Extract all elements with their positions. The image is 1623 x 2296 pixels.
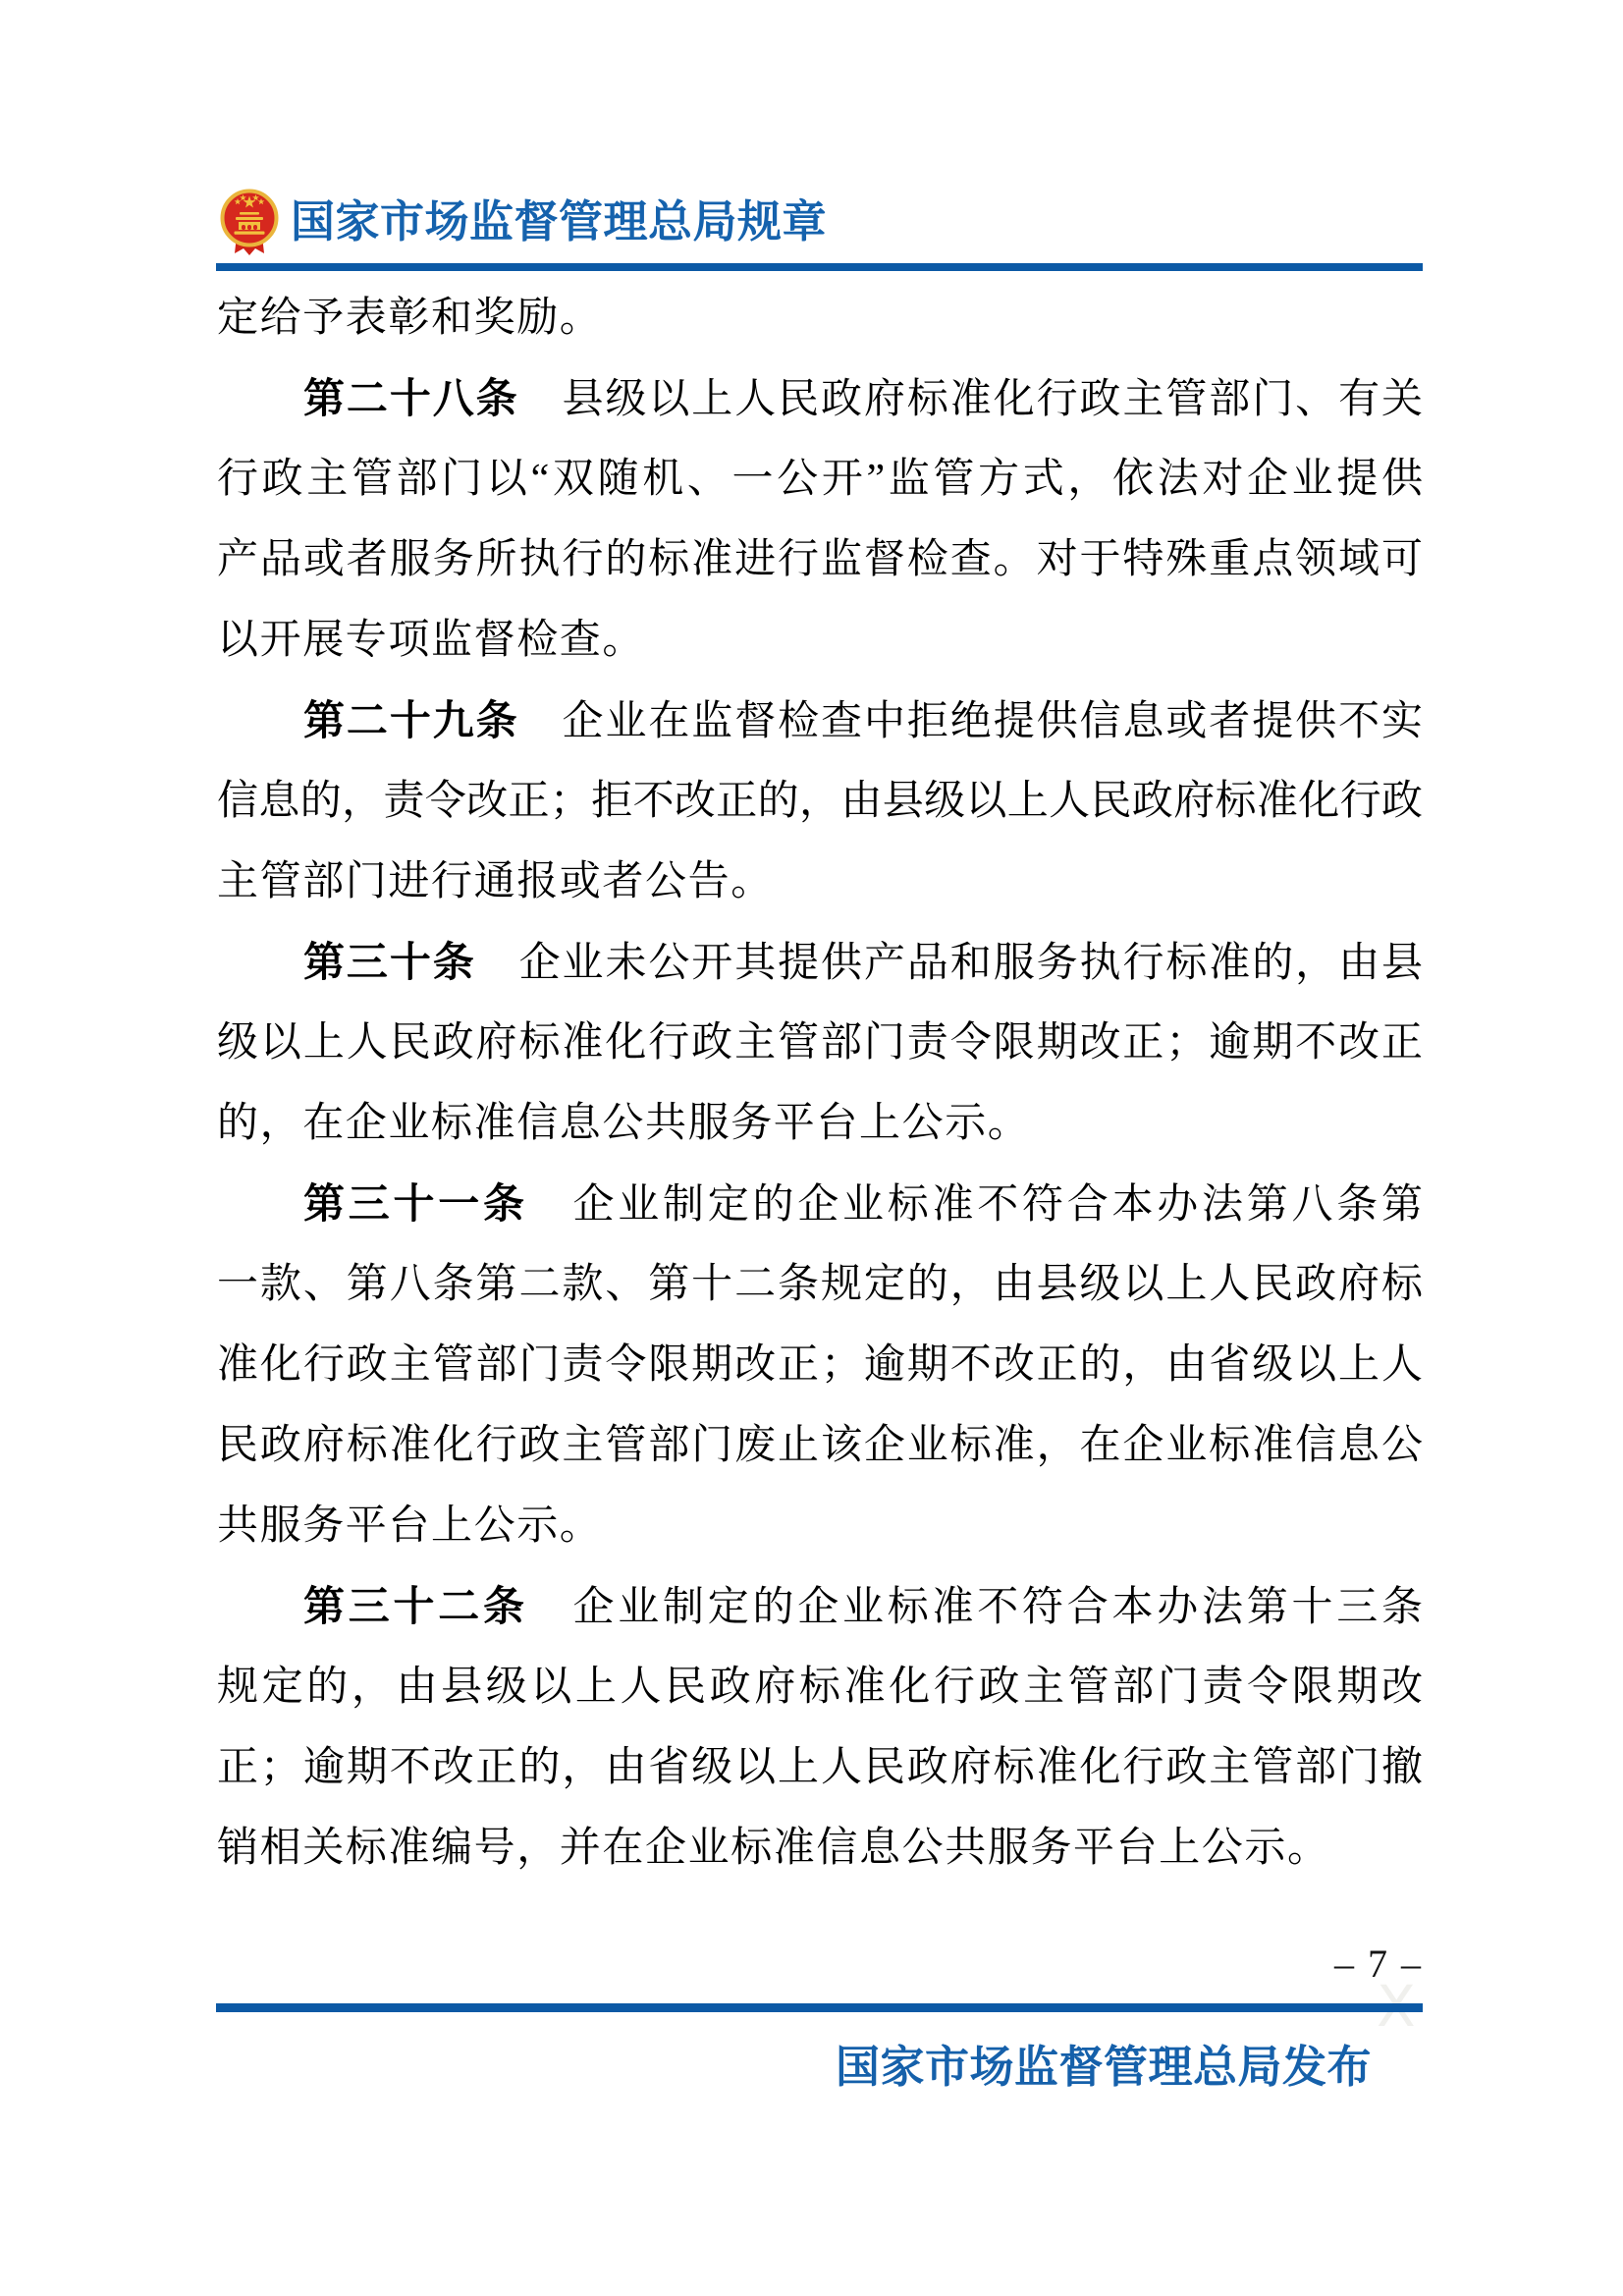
article-heading: 第三十二条 — [303, 1582, 528, 1630]
body-line — [217, 1083, 1423, 1164]
footer-rule — [216, 2003, 1423, 2012]
body-line — [217, 358, 1423, 439]
body-line — [217, 1003, 1423, 1083]
header-rule — [216, 263, 1423, 271]
page-number: – 7 – — [1334, 1941, 1423, 1986]
body-line — [217, 1647, 1423, 1727]
line-text: 企业制定的企业标准不符合本办法第八条第 — [568, 1182, 1423, 1228]
line-text: 级以上人民政府标准化行政主管部门责令限期改正；逾期不改正 — [217, 1020, 1423, 1066]
line-text: 县级以上人民政府标准化行政主管部门、有关 — [560, 377, 1423, 422]
line-text: 规定的，由县级以上人民政府标准化行政主管部门责令限期改 — [217, 1665, 1423, 1710]
body-line — [217, 278, 1423, 358]
article-heading: 第三十条 — [303, 938, 476, 986]
body-line — [217, 1727, 1423, 1808]
line-text: 企业未公开其提供产品和服务执行标准的，由县 — [516, 941, 1423, 986]
line-text: 行政主管部门以“双随机、一公开”监管方式，依法对企业提供 — [217, 457, 1423, 502]
body-line — [217, 519, 1423, 600]
line-text: 企业在监督检查中拒绝提供信息或者提供不实 — [560, 699, 1423, 744]
line-text: 的，在企业标准信息公共服务平台上公示。 — [217, 1101, 1031, 1146]
line-text: 共服务平台上公示。 — [217, 1503, 603, 1549]
document-body — [217, 278, 1423, 1888]
body-line — [217, 681, 1423, 761]
body-line — [217, 1244, 1423, 1325]
article-heading: 第二十八条 — [303, 374, 519, 422]
line-text: 民政府标准化行政主管部门废止该企业标准，在企业标准信息公 — [217, 1423, 1423, 1468]
body-line — [217, 1566, 1423, 1647]
line-text: 信息的，责令改正；拒不改正的，由县级以上人民政府标准化行政 — [217, 779, 1423, 824]
body-line — [217, 1405, 1423, 1486]
line-text: 以开展专项监督检查。 — [217, 618, 646, 663]
china-national-emblem-icon — [218, 189, 281, 259]
body-line — [217, 1808, 1423, 1888]
body-line — [217, 439, 1423, 519]
body-line — [217, 600, 1423, 681]
body-line — [217, 761, 1423, 842]
line-text: 销相关标准编号，并在企业标准信息公共服务平台上公示。 — [217, 1826, 1330, 1871]
publisher-footer: 国家市场监督管理总局发布 — [835, 2041, 1372, 2093]
line-text: 一款、第八条第二款、第十二条规定的，由县级以上人民政府标 — [217, 1262, 1423, 1307]
line-text: 准化行政主管部门责令限期改正；逾期不改正的，由省级以上人 — [217, 1342, 1423, 1388]
line-text: 企业制定的企业标准不符合本办法第十三条 — [568, 1585, 1423, 1630]
body-line — [217, 1486, 1423, 1566]
line-text: 定给予表彰和奖励。 — [217, 296, 603, 341]
header-title: 国家市场监督管理总局规章 — [291, 195, 828, 247]
line-text: 产品或者服务所执行的标准进行监督检查。对于特殊重点领域可 — [217, 537, 1423, 582]
article-heading: 第二十九条 — [303, 696, 519, 744]
line-text: 正；逾期不改正的，由省级以上人民政府标准化行政主管部门撤 — [217, 1745, 1423, 1790]
body-line — [217, 922, 1423, 1003]
body-line — [217, 842, 1423, 922]
body-line — [217, 1164, 1423, 1244]
body-line — [217, 1325, 1423, 1405]
article-heading: 第三十一条 — [303, 1179, 528, 1228]
line-text: 主管部门进行通报或者公告。 — [217, 859, 774, 904]
